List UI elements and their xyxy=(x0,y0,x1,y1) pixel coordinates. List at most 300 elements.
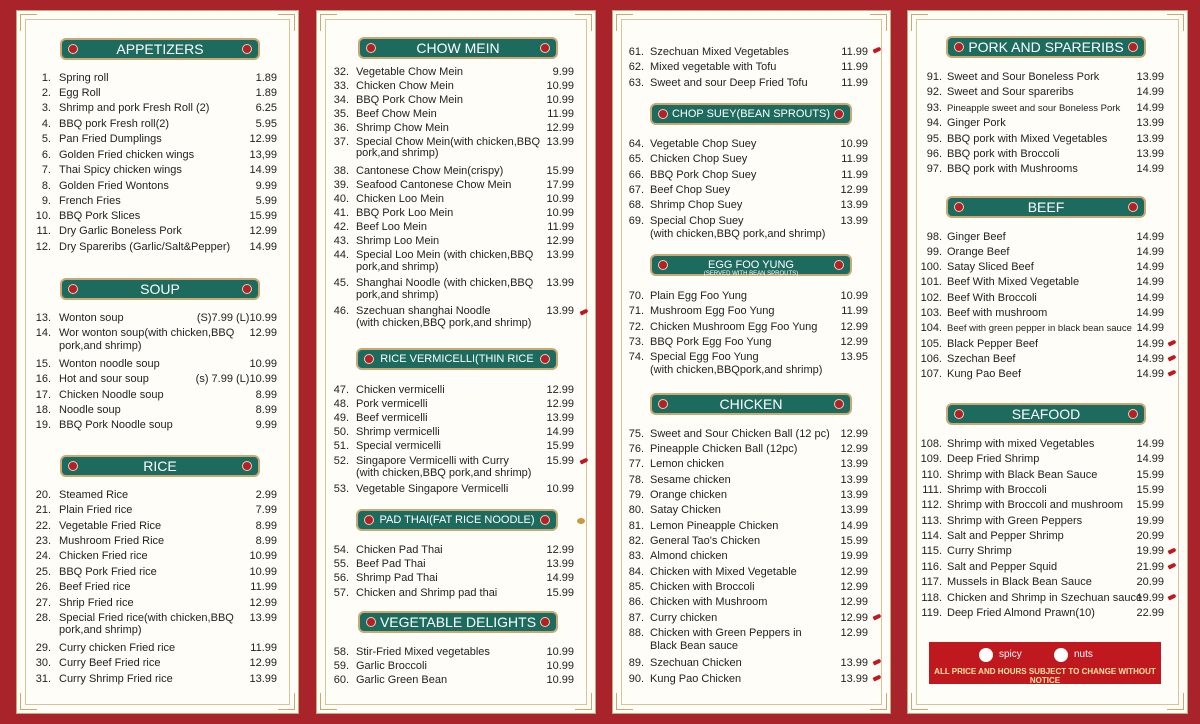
item-number: 39. xyxy=(333,179,349,191)
item-name: Beef with mushroom xyxy=(947,307,1048,319)
item-price: 22.99 xyxy=(1136,607,1164,619)
item-name: Kung Pao Beef xyxy=(947,368,1022,380)
item-name: Almond chicken xyxy=(650,550,728,562)
item-price: 12.99 xyxy=(249,657,277,669)
item-name: Special Egg Foo Yung xyxy=(650,351,759,363)
item-name: Lemon chicken xyxy=(650,458,724,470)
item-price: (s) 7.99 (L)10.99 xyxy=(195,373,277,385)
item-price: 13.99 xyxy=(840,489,868,501)
item-number: 12. xyxy=(35,241,51,253)
item-price: 10.99 xyxy=(546,660,574,672)
item-price: 9.99 xyxy=(255,419,277,431)
item-number: 100. xyxy=(920,261,942,273)
item-number: 89. xyxy=(628,657,644,669)
item-name: Singapore Vermicelli with Curry xyxy=(356,455,509,467)
item-name: BBQ Pork Chow Mein xyxy=(356,94,463,106)
item-continuation-14: pork,and shrimp) xyxy=(59,340,142,352)
item-name: Deep Fried Shrimp xyxy=(947,453,1040,465)
item-name: Mixed vegetable with Tofu xyxy=(650,61,777,73)
item-number: 47. xyxy=(333,384,349,396)
item-name: Stir-Fried Mixed vegetables xyxy=(356,646,490,658)
item-price: 14.99 xyxy=(1136,322,1164,334)
item-number: 110. xyxy=(921,469,942,481)
item-number: 93. xyxy=(926,102,942,114)
item-name: Curry Shrimp xyxy=(947,545,1012,557)
item-name: Spring roll xyxy=(59,72,109,84)
item-number: 73. xyxy=(628,336,644,348)
item-number: 56. xyxy=(333,572,349,584)
item-name: Deep Fried Almond Prawn(10) xyxy=(947,607,1095,619)
item-number: 116. xyxy=(921,561,942,573)
item-number: 20. xyxy=(35,489,51,501)
item-name: Beef Pad Thai xyxy=(356,558,426,570)
item-price: 13.99 xyxy=(546,412,574,424)
item-name: BBQ pork with Mixed Vegetables xyxy=(947,133,1108,145)
item-number: 119. xyxy=(921,607,942,619)
item-continuation-28: pork,and shrimp) xyxy=(59,624,142,636)
item-price: 15.99 xyxy=(840,535,868,547)
peanut-icon xyxy=(1054,648,1068,662)
item-price: 10.99 xyxy=(249,550,277,562)
item-number: 40. xyxy=(333,193,349,205)
item-price: 10.99 xyxy=(546,80,574,92)
item-name: Curry Shrimp Fried rice xyxy=(59,673,173,685)
item-number: 49. xyxy=(333,412,349,424)
item-price: 13.99 xyxy=(840,215,868,227)
item-price: 12.99 xyxy=(840,596,868,608)
item-name: Plain Egg Foo Yung xyxy=(650,290,748,302)
item-price: 10.99 xyxy=(546,207,574,219)
item-number: 22. xyxy=(35,520,51,532)
item-number: 13. xyxy=(35,312,51,324)
item-price: 15.99 xyxy=(546,587,574,599)
item-number: 103. xyxy=(920,307,942,319)
item-number: 11. xyxy=(36,225,51,237)
item-price: 12.99 xyxy=(840,581,868,593)
section-header-appetizers: APPETIZERS xyxy=(60,38,260,60)
item-name: Vegetable Chow Mein xyxy=(356,66,464,78)
item-price: 13.99 xyxy=(840,458,868,470)
item-name: Beef With Mixed Vegetable xyxy=(947,276,1080,288)
item-price: 13.99 xyxy=(840,474,868,486)
item-number: 28. xyxy=(35,612,51,624)
item-name: Sweet and Sour Chicken Ball (12 pc) xyxy=(650,428,830,440)
item-number: 24. xyxy=(35,550,51,562)
item-price: 1.89 xyxy=(255,72,277,84)
item-name: Shrimp and pork Fresh Roll (2) xyxy=(59,102,210,114)
item-name: Curry chicken xyxy=(650,612,718,624)
item-number: 69. xyxy=(628,215,644,227)
item-number: 59. xyxy=(333,660,349,672)
item-name: Pineapple sweet and sour Boneless Pork xyxy=(947,103,1121,114)
item-number: 87. xyxy=(628,612,644,624)
item-name: Shrimp Loo Mein xyxy=(356,235,440,247)
legend-box xyxy=(929,642,1161,684)
item-name: Pan Fried Dumplings xyxy=(59,133,162,145)
item-price: 14.99 xyxy=(249,241,277,253)
item-name: Shrimp Chop Suey xyxy=(650,199,743,211)
item-number: 63. xyxy=(628,77,644,89)
item-number: 112. xyxy=(921,499,942,511)
item-number: 35. xyxy=(333,108,349,120)
item-number: 97. xyxy=(926,163,942,175)
item-name: Special Chow Mein(with chicken,BBQ xyxy=(356,136,541,148)
item-price: 21.99 xyxy=(1136,561,1164,573)
item-price: 14.99 xyxy=(1136,453,1164,465)
item-number: 23. xyxy=(35,535,51,547)
item-number: 71. xyxy=(628,305,644,317)
item-name: Szechuan shanghai Noodle xyxy=(356,305,491,317)
item-number: 54. xyxy=(333,544,349,556)
section-header-chop-suey: CHOP SUEY(BEAN SPROUTS) xyxy=(650,103,852,125)
item-name: Wonton noodle soup xyxy=(59,358,160,370)
item-number: 58. xyxy=(333,646,349,658)
item-name: Satay Sliced Beef xyxy=(947,261,1034,273)
item-price: 10.99 xyxy=(546,674,574,686)
item-number: 91. xyxy=(926,71,942,83)
chili-pepper-icon xyxy=(979,648,993,662)
item-name: Steamed Rice xyxy=(59,489,129,501)
item-number: 1. xyxy=(41,72,51,84)
item-name: Mushroom Fried Rice xyxy=(59,535,165,547)
item-price: 12.99 xyxy=(249,133,277,145)
item-price: 15.99 xyxy=(1136,484,1164,496)
item-number: 81. xyxy=(628,520,644,532)
legend-price-note: ALL PRICE AND HOURS SUBJECT TO CHANGE WITHOUT NOTICE xyxy=(934,667,1156,685)
item-number: 48. xyxy=(333,398,349,410)
section-header-pad-thai: PAD THAI(FAT RICE NOODLE) xyxy=(356,509,558,531)
item-price: 12.99 xyxy=(249,327,277,339)
item-price: 12.99 xyxy=(546,122,574,134)
item-number: 37. xyxy=(333,136,349,148)
item-name: Beef Chop Suey xyxy=(650,184,731,196)
item-price: 13.99 xyxy=(249,673,277,685)
item-price: 9.99 xyxy=(255,180,277,192)
item-price: 8.99 xyxy=(255,535,277,547)
item-number: 16. xyxy=(35,373,51,385)
item-name: Black Pepper Beef xyxy=(947,338,1039,350)
item-price: 14.99 xyxy=(1136,102,1164,114)
item-number: 95. xyxy=(926,133,942,145)
item-price: 19.99 xyxy=(840,550,868,562)
item-name: Pineapple Chicken Ball (12pc) xyxy=(650,443,798,455)
item-price: 13.99 xyxy=(546,249,574,261)
item-name: Shrimp with Broccoli and mushroom xyxy=(947,499,1124,511)
item-number: 90. xyxy=(628,673,644,685)
item-number: 44. xyxy=(333,249,349,261)
item-price: 14.99 xyxy=(1136,246,1164,258)
item-number: 9. xyxy=(41,195,51,207)
item-number: 106. xyxy=(920,353,942,365)
item-price: 11.99 xyxy=(841,305,868,317)
item-continuation-88: Black Bean sauce xyxy=(650,640,739,652)
item-number: 62. xyxy=(628,61,644,73)
item-name: Sweet and sour Deep Fried Tofu xyxy=(650,77,808,89)
item-price: 12.99 xyxy=(840,566,868,578)
item-name: Shrimp vermicelli xyxy=(356,426,440,438)
item-price: 13.99 xyxy=(546,558,574,570)
item-number: 41. xyxy=(333,207,349,219)
item-name: Beef Loo Mein xyxy=(356,221,427,233)
item-number: 70. xyxy=(628,290,644,302)
item-price: 14.99 xyxy=(1136,231,1164,243)
item-price: 12.99 xyxy=(546,235,574,247)
item-price: 14.99 xyxy=(249,164,277,176)
item-name: Chicken and Shrimp pad thai xyxy=(356,587,498,599)
item-name: Shrimp Chow Mein xyxy=(356,122,449,134)
item-number: 2. xyxy=(41,87,51,99)
item-price: 14.99 xyxy=(1136,368,1164,380)
legend-nuts-label: nuts xyxy=(1074,649,1093,660)
item-price: 12.99 xyxy=(249,597,277,609)
item-continuation-52: (with chicken,BBQ pork,and shrimp) xyxy=(356,467,532,479)
item-name: Wor wonton soup(with chicken,BBQ xyxy=(59,327,235,339)
item-name: BBQ Pork Noodle soup xyxy=(59,419,173,431)
item-price: 12.99 xyxy=(840,428,868,440)
item-number: 31. xyxy=(35,673,51,685)
item-name: Dry Spareribs (Garlic/Salt&Pepper) xyxy=(59,241,231,253)
item-number: 101. xyxy=(920,276,942,288)
item-price: 14.99 xyxy=(1136,276,1164,288)
item-price: 10.99 xyxy=(840,138,868,150)
item-price: 8.99 xyxy=(255,404,277,416)
item-price: 13,99 xyxy=(249,149,277,161)
item-price: 12.99 xyxy=(546,398,574,410)
item-name: Garlic Green Bean xyxy=(356,674,448,686)
item-number: 4. xyxy=(41,118,51,130)
section-header-beef: BEEF xyxy=(946,196,1146,218)
item-name: Chicken and Shrimp in Szechuan sauce xyxy=(947,592,1143,604)
item-name: Noodle soup xyxy=(59,404,121,416)
item-name: Chicken with Mixed Vegetable xyxy=(650,566,797,578)
item-name: Satay Chicken xyxy=(650,504,721,516)
item-name: Pork vermicelli xyxy=(356,398,428,410)
item-number: 68. xyxy=(628,199,644,211)
item-price: 10.99 xyxy=(546,483,574,495)
item-price: 13.99 xyxy=(840,657,868,669)
item-name: Sesame chicken xyxy=(650,474,731,486)
item-number: 75. xyxy=(628,428,644,440)
item-number: 118. xyxy=(921,592,942,604)
item-number: 86. xyxy=(628,596,644,608)
item-name: Mushroom Egg Foo Yung xyxy=(650,305,775,317)
item-number: 92. xyxy=(926,86,942,98)
item-name: Thai Spicy chicken wings xyxy=(59,164,182,176)
item-number: 29. xyxy=(35,642,51,654)
item-name: Mussels in Black Bean Sauce xyxy=(947,576,1092,588)
item-name: Szechuan Mixed Vegetables xyxy=(650,46,789,58)
item-number: 64. xyxy=(628,138,644,150)
section-header-pork-spareribs: PORK AND SPARERIBS xyxy=(946,36,1146,58)
item-price: 13.99 xyxy=(1136,133,1164,145)
item-number: 99. xyxy=(926,246,942,258)
item-number: 52. xyxy=(333,455,349,467)
item-continuation-69: (with chicken,BBQ pork,and shrimp) xyxy=(650,228,826,240)
item-number: 105. xyxy=(920,338,942,350)
item-number: 27. xyxy=(35,597,51,609)
item-number: 53. xyxy=(333,483,349,495)
item-price: 10.99 xyxy=(546,646,574,658)
item-name: Vegetable Singapore Vermicelli xyxy=(356,483,509,495)
item-number: 111. xyxy=(922,484,942,496)
item-continuation-74: (with chicken,BBQpork,and shrimp) xyxy=(650,364,823,376)
item-name: Orange Beef xyxy=(947,246,1010,258)
item-name: Garlic Broccoli xyxy=(356,660,427,672)
item-price: 14.99 xyxy=(1136,353,1164,365)
section-header-vegetable-delights: VEGETABLE DELIGHTS xyxy=(358,611,558,633)
item-number: 17. xyxy=(35,389,51,401)
item-number: 88. xyxy=(628,627,644,639)
item-name: Beef With Broccoli xyxy=(947,292,1037,304)
item-number: 7. xyxy=(41,164,51,176)
item-price: 10.99 xyxy=(546,193,574,205)
item-number: 108. xyxy=(920,438,942,450)
item-number: 80. xyxy=(628,504,644,516)
item-number: 83. xyxy=(628,550,644,562)
section-header-rice: RICE xyxy=(60,455,260,477)
item-price: 14.99 xyxy=(1136,86,1164,98)
item-number: 117. xyxy=(921,576,942,588)
item-number: 107. xyxy=(920,368,942,380)
item-number: 82. xyxy=(628,535,644,547)
item-price: 10.99 xyxy=(249,358,277,370)
item-price: 5.95 xyxy=(255,118,277,130)
item-price: 13.99 xyxy=(840,504,868,516)
item-price: 19.99 xyxy=(1136,592,1164,604)
item-number: 65. xyxy=(628,153,644,165)
item-name: Chicken Mushroom Egg Foo Yung xyxy=(650,321,818,333)
item-price: 15.99 xyxy=(546,165,574,177)
item-price: 5.99 xyxy=(255,195,277,207)
item-name: Sweet and Sour spareribs xyxy=(947,86,1074,98)
item-price: 10.99 xyxy=(546,94,574,106)
item-price: 11.99 xyxy=(547,221,574,233)
section-header-seafood: SEAFOOD xyxy=(946,403,1146,425)
item-number: 55. xyxy=(333,558,349,570)
item-price: 19.99 xyxy=(1136,515,1164,527)
item-price: (S)7.99 (L)10.99 xyxy=(196,312,277,324)
item-name: French Fries xyxy=(59,195,121,207)
item-name: Cantonese Chow Mein(crispy) xyxy=(356,165,504,177)
item-price: 8.99 xyxy=(255,389,277,401)
item-continuation-46: (with chicken,BBQ pork,and shrimp) xyxy=(356,317,532,329)
item-price: 20.99 xyxy=(1136,576,1164,588)
item-number: 45. xyxy=(333,277,349,289)
item-number: 38. xyxy=(333,165,349,177)
item-price: 11.99 xyxy=(841,153,868,165)
item-name: Ginger Beef xyxy=(947,231,1006,243)
item-price: 2.99 xyxy=(255,489,277,501)
item-number: 72. xyxy=(628,321,644,333)
item-continuation-44: pork,and shrimp) xyxy=(356,261,439,273)
item-number: 33. xyxy=(333,80,349,92)
item-name: BBQ Pork Chop Suey xyxy=(650,169,757,181)
item-number: 5. xyxy=(41,133,51,145)
item-name: Chicken Fried rice xyxy=(59,550,148,562)
item-price: 15.99 xyxy=(1136,469,1164,481)
item-name: Shrimp Pad Thai xyxy=(356,572,438,584)
item-number: 67. xyxy=(628,184,644,196)
item-name: Chicken Chow Mein xyxy=(356,80,454,92)
item-number: 85. xyxy=(628,581,644,593)
item-name: Shanghai Noodle (with chicken,BBQ xyxy=(356,277,534,289)
item-price: 14.99 xyxy=(546,572,574,584)
item-number: 51. xyxy=(333,440,349,452)
item-continuation-37: pork,and shrimp) xyxy=(356,147,439,159)
item-number: 30. xyxy=(35,657,51,669)
item-name: Curry chicken Fried rice xyxy=(59,642,176,654)
item-number: 10. xyxy=(35,210,51,222)
item-number: 61. xyxy=(628,46,644,58)
item-name: Shrimp with Black Bean Sauce xyxy=(947,469,1098,481)
item-number: 109. xyxy=(920,453,942,465)
item-number: 77. xyxy=(628,458,644,470)
section-header-chow-mein: CHOW MEIN xyxy=(358,37,558,59)
item-price: 15.99 xyxy=(546,440,574,452)
item-name: Chicken Noodle soup xyxy=(59,389,164,401)
item-number: 50. xyxy=(333,426,349,438)
item-number: 98. xyxy=(926,231,942,243)
item-number: 46. xyxy=(333,305,349,317)
item-name: Chicken Pad Thai xyxy=(356,544,443,556)
item-name: Special Loo Mein (with chicken,BBQ xyxy=(356,249,534,261)
item-name: Chicken Loo Mein xyxy=(356,193,445,205)
section-header-chicken: CHICKEN xyxy=(650,393,852,415)
item-number: 3. xyxy=(41,102,51,114)
item-name: Sweet and Sour Boneless Pork xyxy=(947,71,1100,83)
item-number: 34. xyxy=(333,94,349,106)
item-number: 115. xyxy=(921,545,942,557)
item-name: Chicken with Mushroom xyxy=(650,596,768,608)
item-name: Vegetable Chop Suey xyxy=(650,138,757,150)
item-number: 76. xyxy=(628,443,644,455)
item-number: 78. xyxy=(628,474,644,486)
item-name: Shrimp with Green Peppers xyxy=(947,515,1083,527)
item-name: Beef Chow Mein xyxy=(356,108,437,120)
item-name: Golden Fried chicken wings xyxy=(59,149,195,161)
item-number: 84. xyxy=(628,566,644,578)
item-price: 12.99 xyxy=(840,336,868,348)
item-price: 12.99 xyxy=(546,384,574,396)
item-price: 14.99 xyxy=(1136,307,1164,319)
item-number: 15. xyxy=(35,358,51,370)
item-number: 42. xyxy=(333,221,349,233)
item-number: 57. xyxy=(333,587,349,599)
item-price: 15.99 xyxy=(1136,499,1164,511)
item-name: Chicken Chop Suey xyxy=(650,153,748,165)
item-name: Special Chop Suey xyxy=(650,215,744,227)
item-price: 17.99 xyxy=(546,179,574,191)
peanut-icon xyxy=(577,518,585,524)
item-name: Shrip Fried rice xyxy=(59,597,134,609)
item-price: 10.99 xyxy=(249,566,277,578)
item-name: Salt and Pepper Shrimp xyxy=(947,530,1064,542)
item-number: 8. xyxy=(41,180,51,192)
item-price: 13.99 xyxy=(1136,148,1164,160)
item-price: 14.99 xyxy=(1136,261,1164,273)
item-name: BBQ Pork Loo Mein xyxy=(356,207,454,219)
item-name: General Tao's Chicken xyxy=(650,535,761,547)
item-number: 74. xyxy=(628,351,644,363)
item-price: 6.25 xyxy=(255,102,277,114)
item-number: 26. xyxy=(35,581,51,593)
item-price: 11.99 xyxy=(250,642,277,654)
item-price: 13.99 xyxy=(1136,117,1164,129)
item-price: 19.99 xyxy=(1136,545,1164,557)
item-name: Shrimp with mixed Vegetables xyxy=(947,438,1095,450)
item-number: 104. xyxy=(920,322,942,334)
item-price: 12.99 xyxy=(546,544,574,556)
